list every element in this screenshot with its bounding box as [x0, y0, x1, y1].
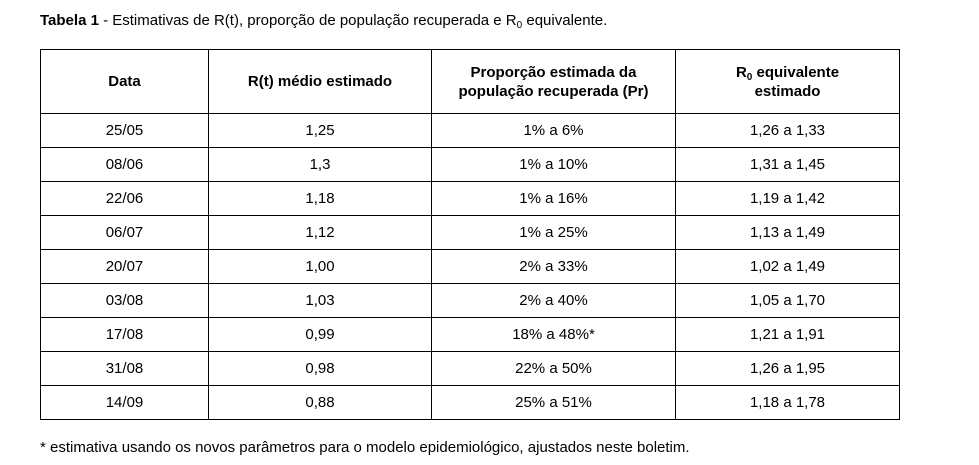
- table-body: [41, 114, 900, 420]
- header-recovered-line1: Proporção estimada da: [470, 63, 637, 81]
- cell-date: 20/07: [41, 250, 209, 284]
- cell-recovered-proportion: 2% a 33%: [432, 250, 676, 284]
- cell-rt-mean: 0,99: [209, 318, 432, 352]
- cell-r0-equivalent: 1,21 a 1,91: [676, 318, 900, 352]
- table-row: [41, 250, 900, 284]
- header-rt-mean: R(t) médio estimado: [209, 50, 432, 114]
- table-row: [41, 216, 900, 250]
- header-recovered-line2: população recuperada (Pr): [458, 82, 649, 100]
- cell-recovered-proportion: 2% a 40%: [432, 284, 676, 318]
- table-row: [41, 352, 900, 386]
- cell-recovered-proportion: 22% a 50%: [432, 352, 676, 386]
- table-row: [41, 386, 900, 420]
- cell-rt-mean: 1,25: [209, 114, 432, 148]
- table-row: [41, 114, 900, 148]
- cell-date: 31/08: [41, 352, 209, 386]
- cell-rt-mean: 1,12: [209, 216, 432, 250]
- header-r0-base: R: [735, 63, 747, 81]
- cell-rt-mean: 1,3: [209, 148, 432, 182]
- cell-date: 17/08: [41, 318, 209, 352]
- cell-recovered-proportion: 25% a 51%: [432, 386, 676, 420]
- cell-r0-equivalent: 1,02 a 1,49: [676, 250, 900, 284]
- cell-r0-equivalent: 1,19 a 1,42: [676, 182, 900, 216]
- caption-text-end: equivalente.: [522, 12, 608, 29]
- cell-r0-equivalent: 1,13 a 1,49: [676, 216, 900, 250]
- cell-recovered-proportion: 1% a 6%: [432, 114, 676, 148]
- header-recovered-proportion: [432, 50, 676, 114]
- caption-label: Tabela 1: [40, 12, 99, 29]
- cell-r0-equivalent: 1,31 a 1,45: [676, 148, 900, 182]
- cell-recovered-proportion: 1% a 10%: [432, 148, 676, 182]
- cell-date: 03/08: [41, 284, 209, 318]
- cell-date: 06/07: [41, 216, 209, 250]
- cell-r0-equivalent: 1,26 a 1,33: [676, 114, 900, 148]
- cell-recovered-proportion: 18% a 48%*: [432, 318, 676, 352]
- header-r0-sub: 0: [746, 71, 753, 83]
- table-row: [41, 182, 900, 216]
- cell-date: 25/05: [41, 114, 209, 148]
- cell-r0-equivalent: 1,05 a 1,70: [676, 284, 900, 318]
- header-r0-line2: estimado: [754, 82, 821, 100]
- table-row: [41, 148, 900, 182]
- header-r0-line1: equivalente: [752, 63, 840, 81]
- table-row: [41, 284, 900, 318]
- caption-subscript: 0: [516, 20, 523, 31]
- cell-recovered-proportion: 1% a 16%: [432, 182, 676, 216]
- data-table: [40, 49, 900, 420]
- cell-rt-mean: 1,18: [209, 182, 432, 216]
- cell-r0-equivalent: 1,26 a 1,95: [676, 352, 900, 386]
- cell-recovered-proportion: 1% a 25%: [432, 216, 676, 250]
- table-row: [41, 318, 900, 352]
- table-caption: [40, 12, 607, 30]
- cell-r0-equivalent: 1,18 a 1,78: [676, 386, 900, 420]
- cell-rt-mean: 1,03: [209, 284, 432, 318]
- footnote: * estimativa usando os novos parâmetros para o modelo epidemiológico, ajustados neste boletim.: [40, 439, 690, 456]
- cell-rt-mean: 0,98: [209, 352, 432, 386]
- cell-date: 14/09: [41, 386, 209, 420]
- caption-text: - Estimativas de R(t), proporção de população recuperada e R: [98, 12, 517, 29]
- cell-rt-mean: 1,00: [209, 250, 432, 284]
- cell-date: 08/06: [41, 148, 209, 182]
- cell-date: 22/06: [41, 182, 209, 216]
- cell-rt-mean: 0,88: [209, 386, 432, 420]
- header-date: Data: [41, 50, 209, 114]
- table-header-row: [41, 50, 900, 114]
- header-r0-equivalent: [676, 50, 900, 114]
